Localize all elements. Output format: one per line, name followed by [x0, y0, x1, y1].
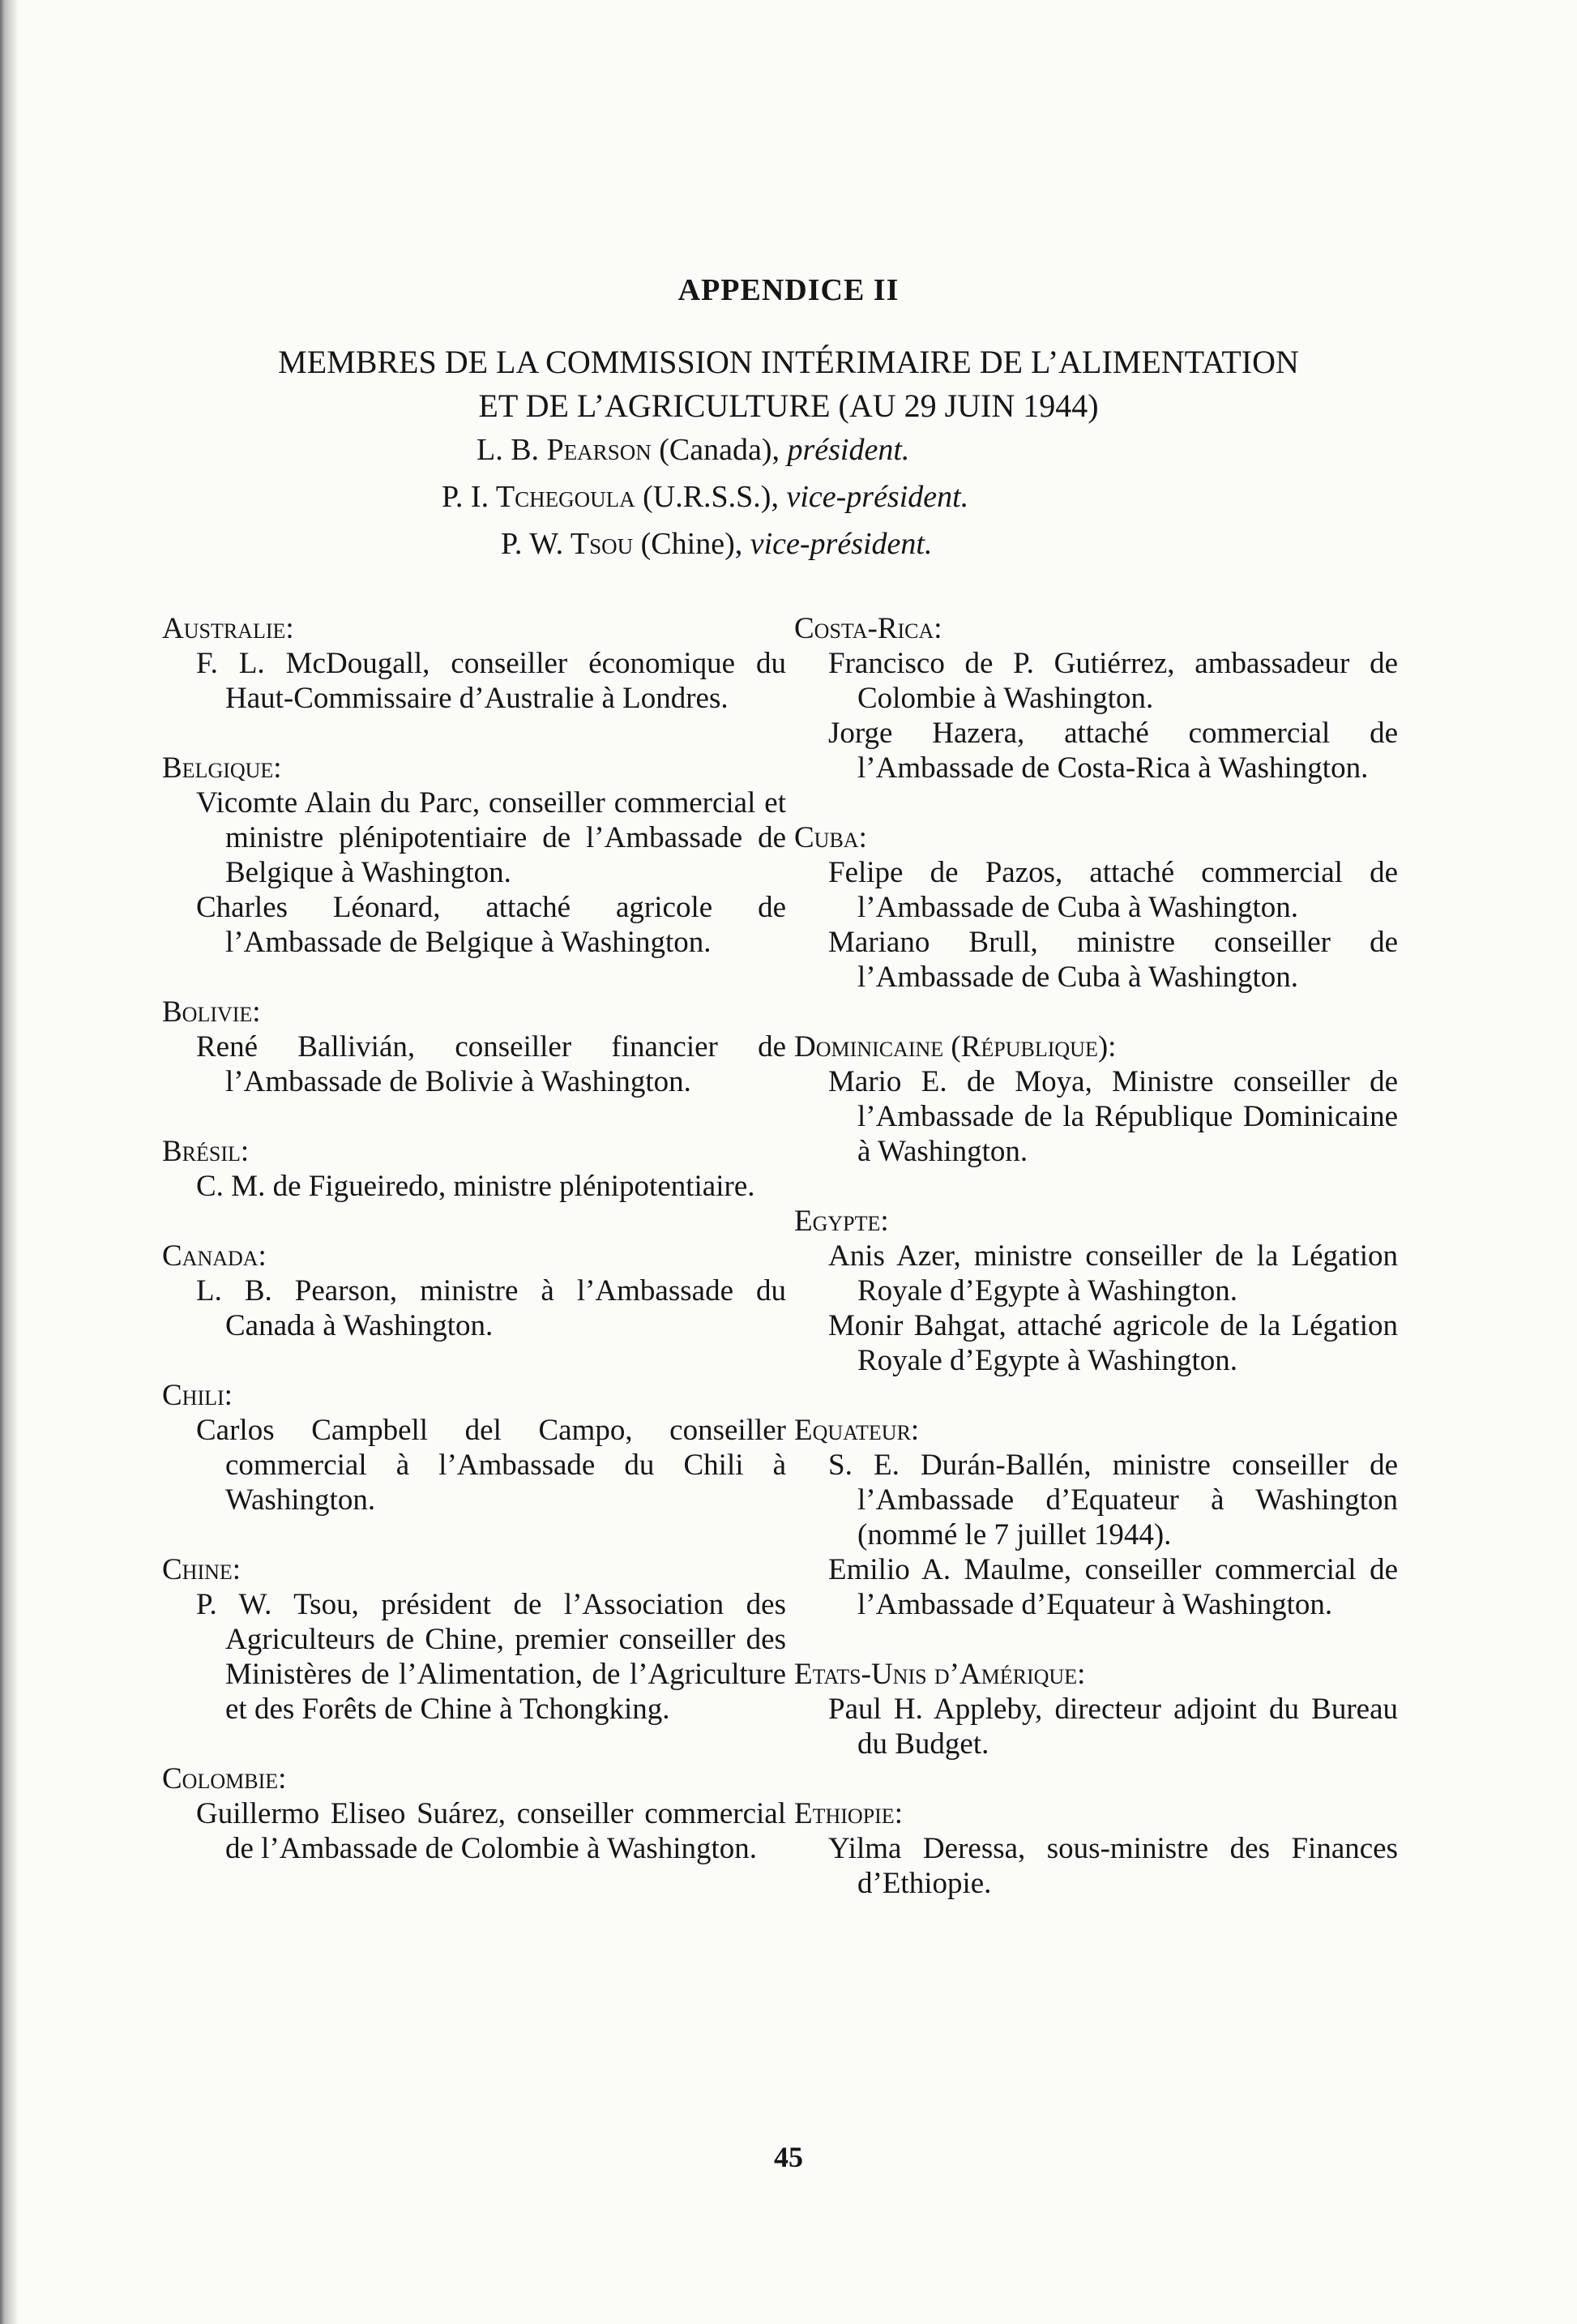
country-name: Canada: [162, 1239, 267, 1273]
officer-name: P. I. Tchegoula [442, 480, 635, 514]
officers-list [0, 426, 1577, 567]
member-entry: Felipe de Pazos, attaché commercial de l’Ambassade de Cuba à Washington. [828, 856, 1398, 924]
officer-name: L. B. Pearson [477, 433, 652, 467]
country-section-canada [162, 1239, 786, 1343]
member-entry: Francisco de P. Gutiérrez, ambassadeur de Colombie à Washington. [828, 647, 1398, 715]
commission-heading-line-1: MEMBRES DE LA COMMISSION INTÉRIMAIRE DE L’ALIMENTATION [278, 344, 1299, 380]
member-entry: S. E. Durán-Ballén, ministre conseiller de l’Ambassade d’Equateur à Washington (nommé le 7 juillet 1944). [828, 1449, 1398, 1551]
member-entry: L. B. Pearson, ministre à l’Ambassade du Canada à Washington. [196, 1274, 786, 1342]
country-section-dominicaine [794, 1029, 1398, 1169]
member-entry: Yilma Deressa, sous-ministre des Finances d’Ethiopie. [828, 1832, 1398, 1900]
member-entry: Guillermo Eliseo Suárez, conseiller commercial de l’Ambassade de Colombie à Washington. [196, 1797, 786, 1865]
country-name: Chine: [162, 1553, 241, 1586]
country-section-ethiopie [794, 1796, 1398, 1901]
member-entry: René Ballivián, conseiller financier de l’Ambassade de Bolivie à Washington. [196, 1030, 786, 1098]
member-entry: Carlos Campbell del Campo, conseiller commercial à l’Ambassade du Chili à Washington. [196, 1414, 786, 1517]
officer-country: (U.R.S.S.), [643, 480, 779, 514]
member-entry: Mario E. de Moya, Ministre conseiller de l’Ambassade de la République Dominicaine à Washington. [828, 1065, 1398, 1168]
member-entry: C. M. de Figueiredo, ministre plénipotentiaire. [196, 1170, 755, 1203]
officer-role: président. [787, 433, 910, 467]
country-name: Ethiopie: [794, 1797, 903, 1830]
officer-country: (Chine), [640, 527, 743, 561]
member-entry: Monir Bahgat, attaché agricole de la Légation Royale d’Egypte à Washington. [828, 1309, 1398, 1377]
country-name: Bolivie: [162, 995, 261, 1029]
country-section-equateur [794, 1413, 1398, 1622]
country-name: Equateur: [794, 1414, 920, 1447]
member-entry: Mariano Brull, ministre conseiller de l’Ambassade de Cuba à Washington. [828, 926, 1398, 994]
country-section-etats-unis [794, 1657, 1398, 1761]
commission-heading [0, 340, 1577, 428]
members-left-column [162, 611, 786, 1901]
member-entry: Vicomte Alain du Parc, conseiller commercial et ministre plénipotentiaire de l’Ambassade de Belgique à Washington. [196, 786, 786, 889]
officer-president [0, 426, 1577, 473]
country-section-egypte [794, 1204, 1398, 1378]
page-number: 45 [774, 2141, 803, 2173]
country-name: Etats-Unis d’Amérique: [794, 1658, 1086, 1691]
country-name: Chili: [162, 1379, 233, 1412]
country-section-belgique [162, 751, 786, 960]
officer-name: P. W. Tsou [501, 527, 634, 561]
country-section-cuba [794, 820, 1398, 995]
officer-vice-president-2 [0, 520, 1577, 567]
country-section-costa-rica [794, 611, 1398, 785]
country-name: Colombie: [162, 1762, 287, 1795]
commission-heading-line-2: ET DE L’AGRICULTURE (AU 29 JUIN 1944) [478, 387, 1099, 424]
members-right-column [794, 611, 1398, 1936]
country-name: Costa-Rica: [794, 612, 942, 645]
country-name: Dominicaine (République): [794, 1030, 1117, 1064]
country-name: Cuba: [794, 821, 867, 854]
country-name: Belgique: [162, 751, 282, 785]
member-entry: Charles Léonard, attaché agricole de l’Ambassade de Belgique à Washington. [196, 891, 786, 959]
officer-vice-president-1 [0, 473, 1577, 520]
member-entry: F. L. McDougall, conseiller économique du Haut-Commissaire d’Australie à Londres. [196, 647, 786, 715]
member-entry: Paul H. Appleby, directeur adjoint du Bureau du Budget. [828, 1693, 1398, 1761]
officer-role: vice-président. [786, 480, 969, 514]
country-name: Egypte: [794, 1205, 889, 1238]
country-section-colombie [162, 1761, 786, 1866]
member-entry: Jorge Hazera, attaché commercial de l’Ambassade de Costa-Rica à Washington. [828, 717, 1398, 785]
country-section-australie [162, 611, 786, 716]
country-section-bresil [162, 1134, 786, 1204]
appendix-title: APPENDICE II [677, 273, 900, 307]
member-entry: P. W. Tsou, président de l’Association des Agriculteurs de Chine, premier conseiller des Ministères de l’Alimentation, de l’Agriculture et des Forêts de Chine à Tchongking. [196, 1588, 786, 1726]
country-section-bolivie [162, 995, 786, 1099]
member-entry: Emilio A. Maulme, conseiller commercial de l’Ambassade d’Equateur à Washington. [828, 1553, 1398, 1621]
country-name: Australie: [162, 612, 294, 645]
officer-country: (Canada), [659, 433, 780, 467]
officer-role: vice-président. [750, 527, 933, 561]
country-name: Brésil: [162, 1135, 250, 1168]
country-section-chili [162, 1378, 786, 1517]
member-entry: Anis Azer, ministre conseiller de la Légation Royale d’Egypte à Washington. [828, 1239, 1398, 1308]
country-section-chine [162, 1552, 786, 1727]
